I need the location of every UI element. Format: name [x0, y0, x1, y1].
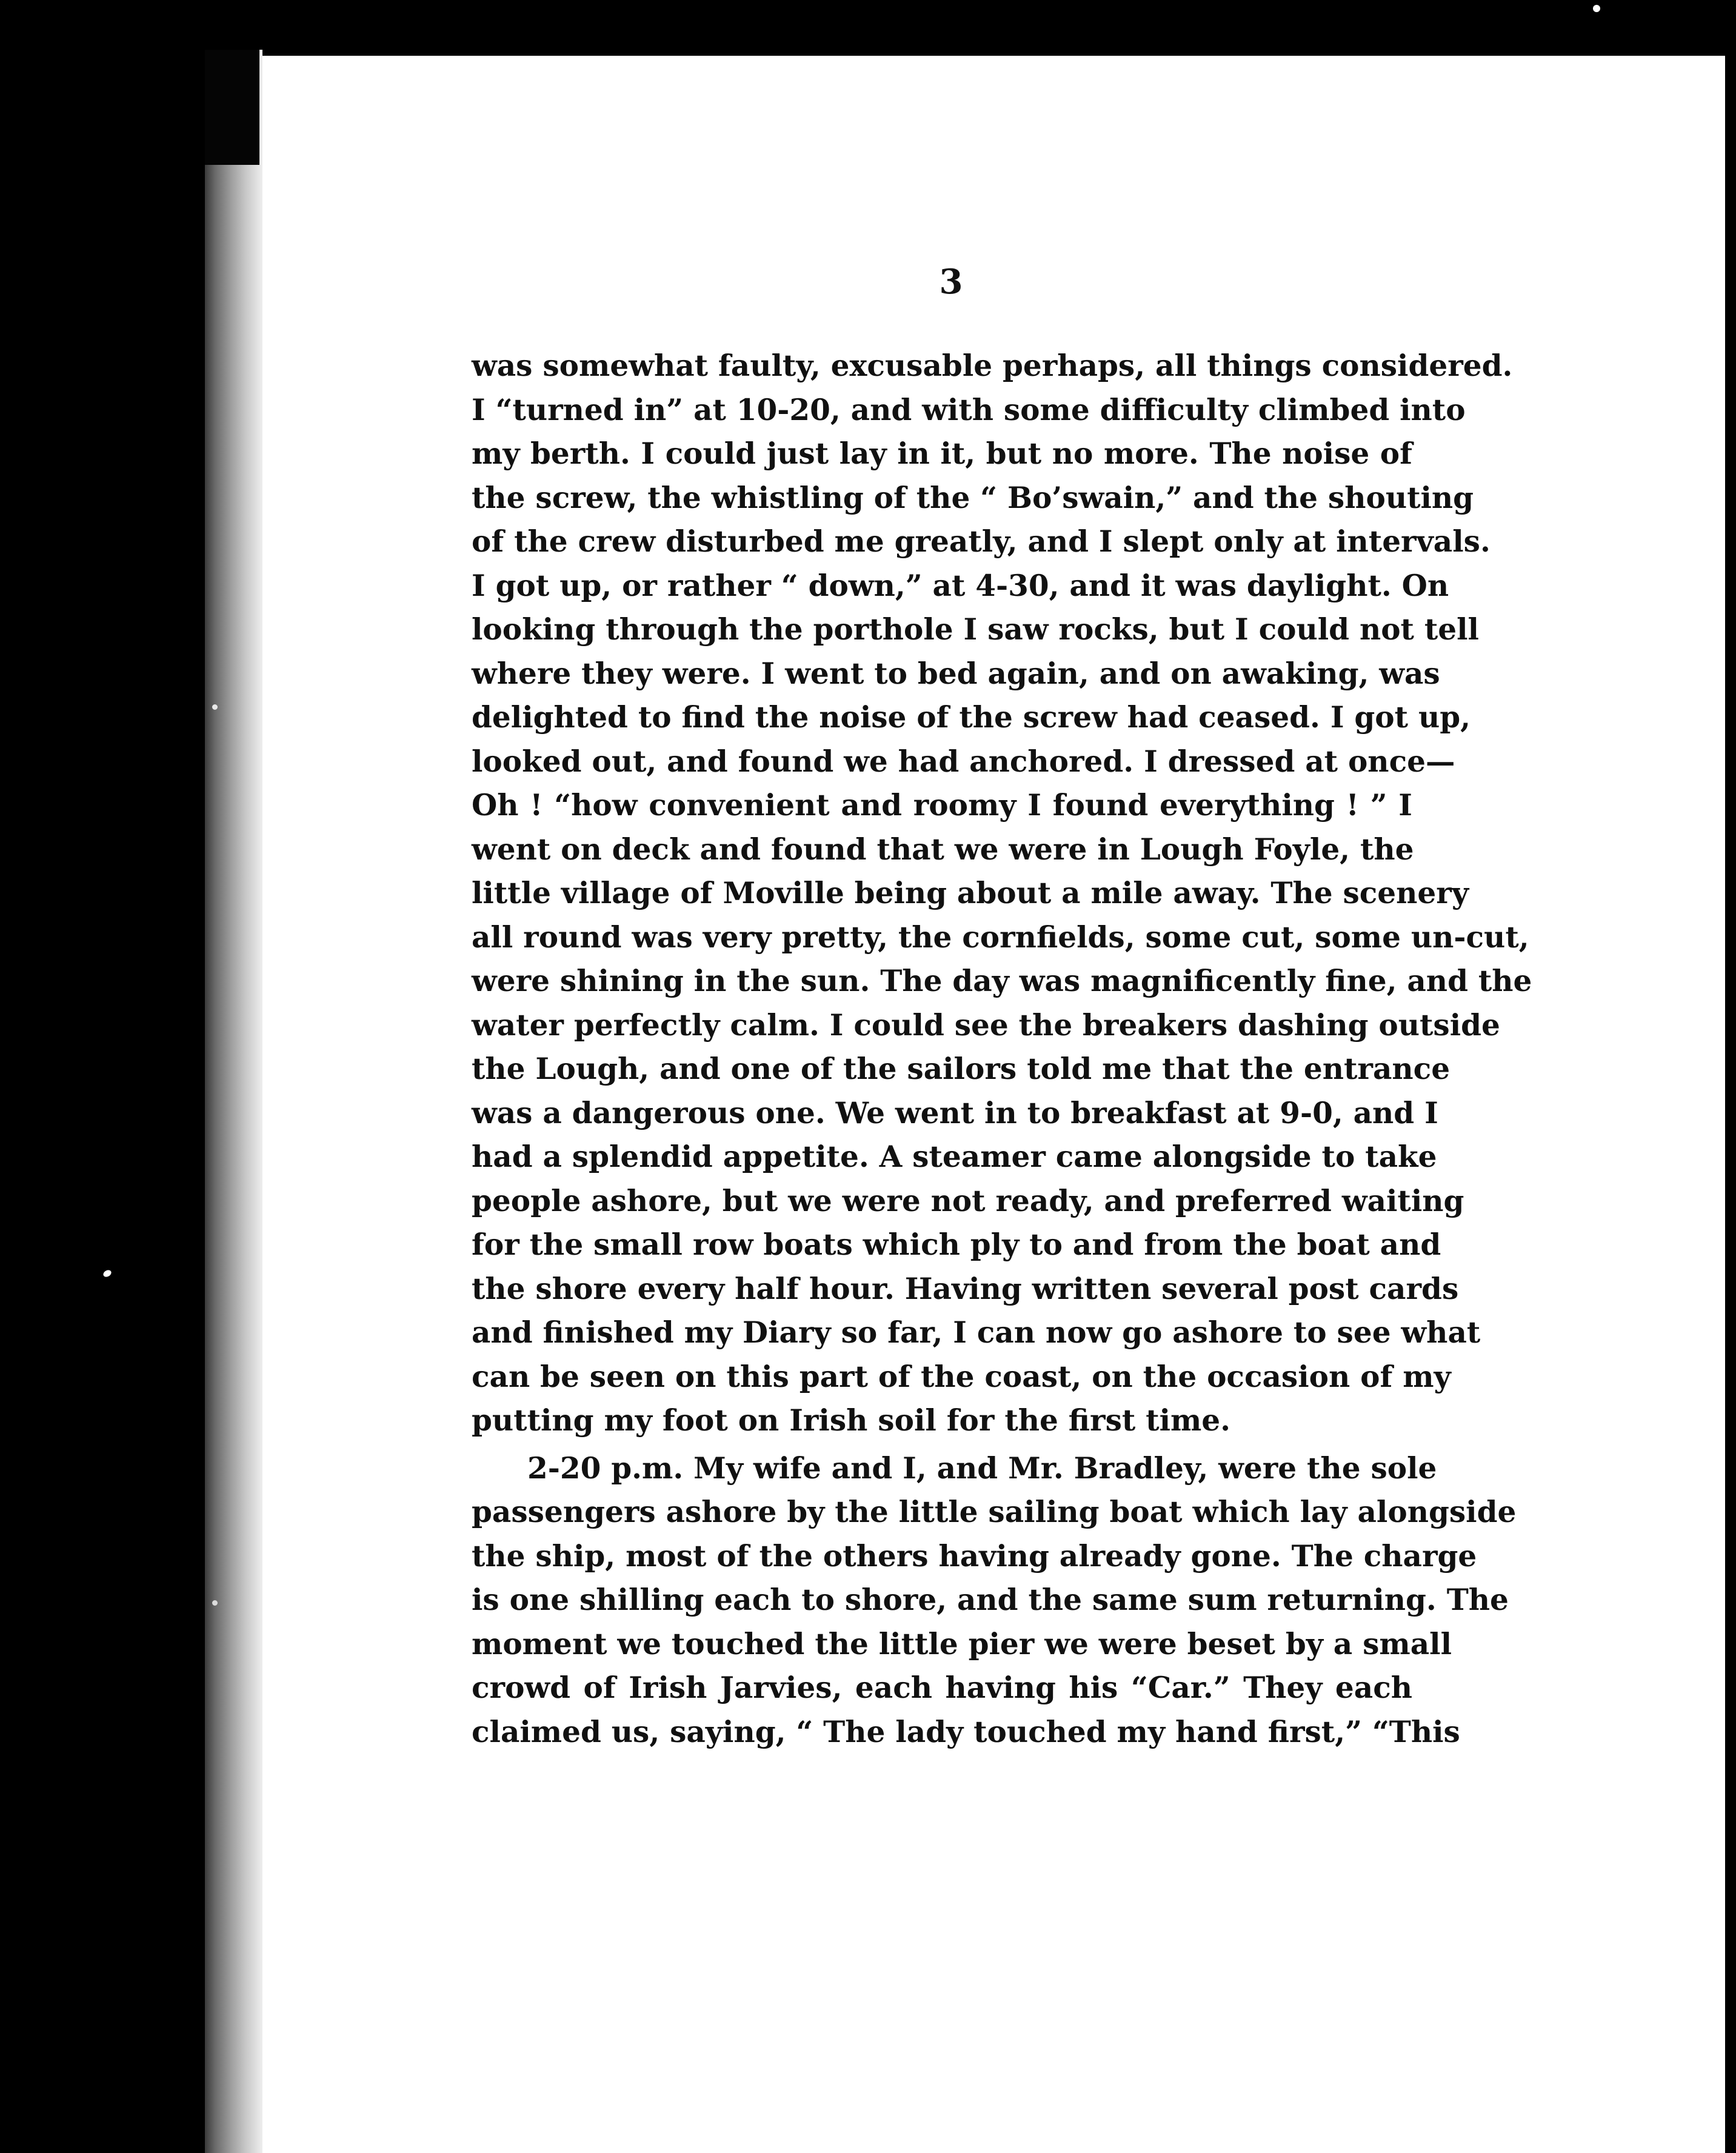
text-line: and finished my Diary so far, I can now go ashore to see what — [472, 1315, 1481, 1350]
scan-speck — [212, 704, 218, 710]
text-line: the shore every half hour. Having written several post cards — [472, 1271, 1459, 1306]
text-line: had a splendid appetite. A steamer came alongside to take — [472, 1140, 1437, 1174]
page-number: 3 — [939, 262, 963, 302]
text-line: is one shilling each to shore, and the same sum returning. The — [472, 1583, 1509, 1617]
text-line: was somewhat faulty, excusable perhaps, all things considered. — [472, 349, 1513, 383]
text-line: little village of Moville being about a mile away. The scenery — [472, 876, 1469, 910]
scan-speck — [1593, 5, 1600, 12]
scan-speck — [212, 1600, 218, 1606]
text-line: for the small row boats which ply to and from the boat and — [472, 1227, 1441, 1262]
text-line: the Lough, and one of the sailors told me that the entrance — [472, 1052, 1451, 1086]
text-line: of the crew disturbed me greatly, and I slept only at intervals. — [472, 524, 1491, 559]
scan-border-left — [0, 0, 205, 2153]
scan-border-right — [1725, 0, 1736, 2153]
text-line: people ashore, but we were not ready, and preferred waiting — [472, 1183, 1464, 1218]
text-line: all round was very pretty, the cornfields, some cut, some un-cut, — [472, 920, 1529, 955]
text-line: water perfectly calm. I could see the breakers dashing outside — [472, 1007, 1500, 1043]
text-line: went on deck and found that we were in Lough Foyle, the — [472, 832, 1414, 867]
text-line: where they were. I went to bed again, and on awaking, was — [472, 656, 1440, 691]
scan-border-top — [0, 0, 1736, 56]
text-line: were shining in the sun. The day was magnificently fine, and the — [472, 964, 1532, 998]
text-line: delighted to find the noise of the screw had ceased. I got up, — [472, 700, 1471, 735]
text-line: 2-20 p.m. My wife and I, and Mr. Bradley, were the sole — [527, 1450, 1437, 1486]
body-text — [472, 344, 1532, 1754]
text-line: I “turned in” at 10-20, and with some difficulty climbed into — [472, 392, 1466, 427]
text-line: putting my foot on Irish soil for the first time. — [472, 1403, 1231, 1438]
text-line: I got up, or rather “ down,” at 4-30, and it was daylight. On — [472, 568, 1449, 603]
text-line: looked out, and found we had anchored. I dressed at once— — [472, 744, 1455, 779]
text-line: moment we touched the little pier we were beset by a small — [472, 1626, 1452, 1661]
text-line: crowd of Irish Jarvies, each having his “Car.” They each — [472, 1671, 1412, 1705]
text-line: was a dangerous one. We went in to breakfast at 9-0, and I — [472, 1095, 1438, 1130]
text-line: the ship, most of the others having already gone. The charge — [472, 1538, 1477, 1574]
book-page-edge-shadow — [205, 50, 259, 165]
text-line: the screw, the whistling of the “ Bo’swain,” and the shouting — [472, 480, 1474, 515]
text-line: can be seen on this part of the coast, on the occasion of my — [472, 1359, 1451, 1394]
book-page-edge — [205, 50, 262, 2153]
text-line: looking through the porthole I saw rocks, but I could not tell — [472, 612, 1479, 647]
text-line: Oh ! “how convenient and roomy I found everything ! ” I — [472, 788, 1412, 823]
text-line: my berth. I could just lay in it, but no more. The noise of — [472, 436, 1412, 471]
text-line: claimed us, saying, “ The lady touched my hand first,” “This — [472, 1714, 1460, 1749]
text-line: passengers ashore by the little sailing boat which lay alongside — [472, 1495, 1517, 1529]
